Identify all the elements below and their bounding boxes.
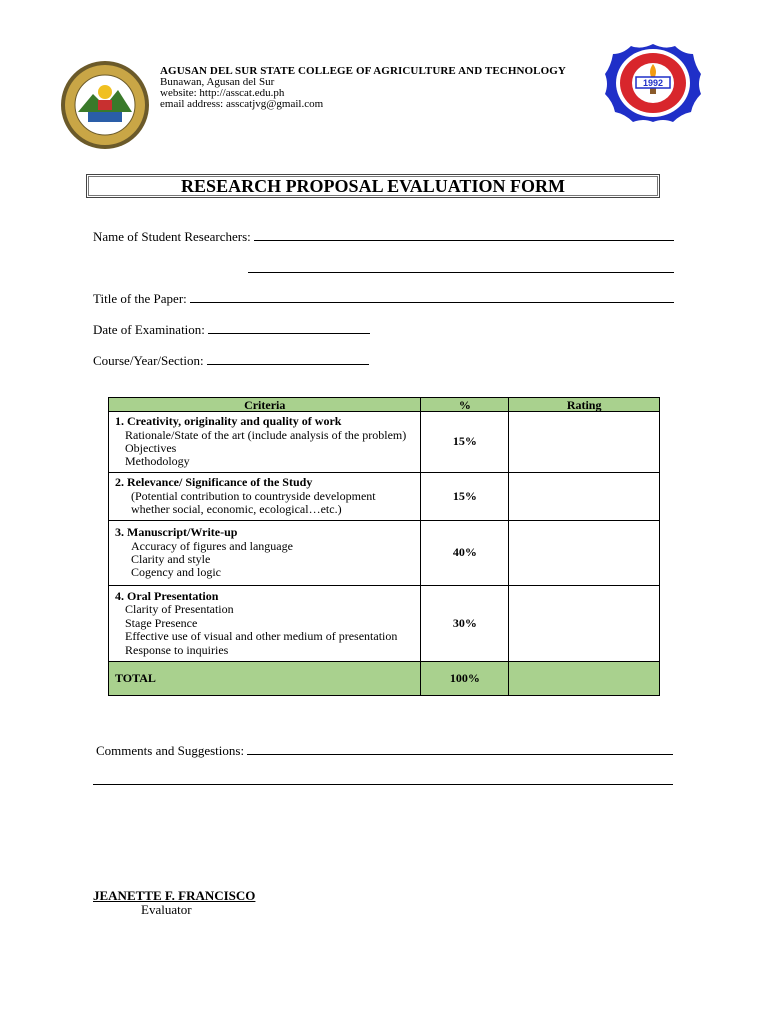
criteria-item: Methodology (125, 454, 190, 469)
percent-header: % (421, 398, 509, 412)
criteria-cell (109, 412, 421, 473)
criteria-header: Criteria (109, 398, 421, 412)
criteria-cell (109, 521, 421, 586)
college-name: AGUSAN DEL SUR STATE COLLEGE OF AGRICULTURE AND TECHNOLOGY (160, 65, 566, 77)
table-row (109, 521, 660, 586)
student-researchers-line-2-wrap (248, 260, 674, 277)
evaluator-block (93, 889, 255, 917)
criteria-title: 1. Creativity, originality and quality of work (115, 414, 342, 429)
percent-cell: 40% (421, 521, 509, 586)
college-address: Bunawan, Agusan del Sur (160, 76, 275, 88)
rating-cell[interactable] (509, 521, 660, 586)
criteria-title: 3. Manuscript/Write-up (115, 525, 238, 540)
criteria-title: 2. Relevance/ Significance of the Study (115, 475, 313, 490)
total-rating-cell[interactable] (509, 662, 660, 696)
course-year-section-label: Course/Year/Section: (93, 353, 204, 368)
rating-cell[interactable] (509, 586, 660, 662)
comments-line-2[interactable] (93, 772, 673, 785)
title-of-paper-field (93, 290, 674, 307)
criteria-cell (109, 473, 421, 521)
criteria-item: Effective use of visual and other medium of presentation (125, 629, 398, 644)
criteria-item: Cogency and logic (131, 565, 221, 580)
date-of-exam-line[interactable] (208, 321, 370, 334)
student-researchers-label: Name of Student Researchers: (93, 229, 251, 244)
percent-cell: 15% (421, 473, 509, 521)
criteria-item: Rationale/State of the art (include analysis of the problem) (125, 427, 407, 442)
course-year-section-field (93, 352, 369, 369)
form-title: RESEARCH PROPOSAL EVALUATION FORM (86, 174, 660, 198)
rating-header: Rating (509, 398, 660, 412)
teacher-education-seal-logo (603, 42, 703, 124)
college-header (160, 66, 566, 110)
criteria-item: Clarity and style (131, 552, 211, 566)
student-researchers-line-1[interactable] (254, 228, 674, 241)
student-researchers-line-2[interactable] (248, 260, 674, 273)
table-row (109, 412, 660, 473)
college-website: website: http://asscat.edu.ph (160, 87, 285, 99)
total-label: TOTAL (109, 662, 421, 696)
criteria-cell (109, 586, 421, 662)
college-email: email address: asscatjvg@gmail.com (160, 98, 324, 110)
comments-line-1[interactable] (247, 742, 673, 755)
criteria-item: Objectives (125, 441, 177, 455)
evaluator-name: JEANETTE F. FRANCISCO (93, 888, 256, 903)
criteria-item: Accuracy of figures and language (131, 538, 293, 553)
rating-cell[interactable] (509, 473, 660, 521)
title-of-paper-line[interactable] (190, 290, 674, 303)
total-row (109, 662, 660, 696)
course-year-section-line[interactable] (207, 352, 369, 365)
criteria-item: whether social, economic, ecological…etc.) (131, 502, 342, 517)
comments-line-2-wrap (93, 772, 673, 789)
evaluator-role: Evaluator (141, 902, 192, 917)
criteria-item: Clarity of Presentation (125, 602, 234, 617)
table-header-row (109, 398, 660, 412)
table-row (109, 586, 660, 662)
college-seal-logo (58, 60, 152, 150)
percent-cell: 30% (421, 586, 509, 662)
criteria-item: Stage Presence (125, 615, 198, 630)
total-percent: 100% (421, 662, 509, 696)
title-of-paper-label: Title of the Paper: (93, 291, 187, 306)
student-researchers-field (93, 228, 674, 245)
table-row (109, 473, 660, 521)
criteria-title: 4. Oral Presentation (115, 588, 219, 603)
criteria-item: Response to inquiries (125, 642, 229, 657)
criteria-item: (Potential contribution to countryside development (131, 488, 376, 503)
comments-label: Comments and Suggestions: (96, 743, 245, 758)
criteria-table (108, 397, 660, 696)
date-of-exam-field (93, 321, 370, 338)
comments-field (96, 742, 673, 759)
seal-year: 1992 (642, 78, 664, 88)
percent-cell: 15% (421, 412, 509, 473)
date-of-exam-label: Date of Examination: (93, 322, 205, 337)
rating-cell[interactable] (509, 412, 660, 473)
